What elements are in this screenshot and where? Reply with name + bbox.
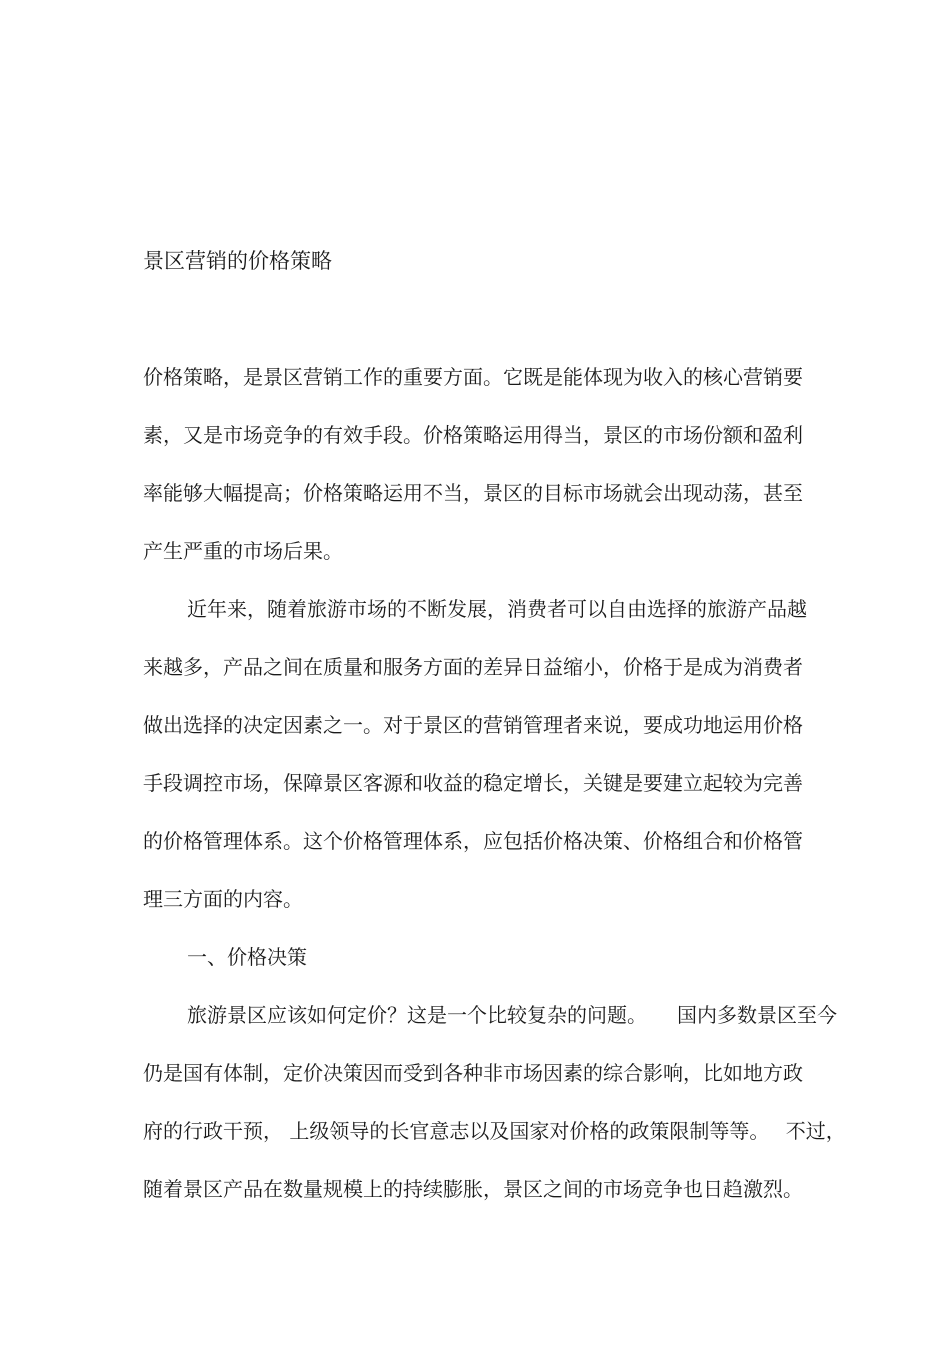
paragraph-line-7: 做出选择的决定因素之一。对于景区的营销管理者来说，要成功地运用价格	[143, 713, 803, 737]
paragraph-line-8: 手段调控市场，保障景区客源和收益的稳定增长，关键是要建立起较为完善	[143, 771, 803, 795]
paragraph-line-13: 府的行政干预， 上级领导的长官意志以及国家对价格的政策限制等等。 不过，	[143, 1119, 846, 1143]
paragraph-line-12: 仍是国有体制，定价决策因而受到各种非市场因素的综合影响，比如地方政	[143, 1061, 803, 1085]
document-title: 景区营销的价格策略	[143, 249, 332, 273]
paragraph-line-5: 近年来，随着旅游市场的不断发展，消费者可以自由选择的旅游产品越	[187, 597, 807, 621]
paragraph-line-11: 旅游景区应该如何定价？这是一个比较复杂的问题。 国内多数景区至今	[187, 1003, 837, 1027]
paragraph-line-1: 价格策略，是景区营销工作的重要方面。它既是能体现为收入的核心营销要	[143, 365, 803, 389]
paragraph-line-9: 的价格管理体系。这个价格管理体系，应包括价格决策、价格组合和价格管	[143, 829, 803, 853]
paragraph-line-6: 来越多，产品之间在质量和服务方面的差异日益缩小，价格于是成为消费者	[143, 655, 803, 679]
paragraph-line-4: 产生严重的市场后果。	[143, 539, 343, 563]
paragraph-line-10: 理三方面的内容。	[143, 887, 303, 911]
paragraph-line-14: 随着景区产品在数量规模上的持续膨胀，景区之间的市场竞争也日趋激烈。	[143, 1177, 803, 1201]
section-heading: 一、价格决策	[187, 945, 307, 969]
paragraph-line-3: 率能够大幅提高；价格策略运用不当，景区的目标市场就会出现动荡，甚至	[143, 481, 803, 505]
paragraph-line-2: 素，又是市场竞争的有效手段。价格策略运用得当，景区的市场份额和盈利	[143, 423, 803, 447]
